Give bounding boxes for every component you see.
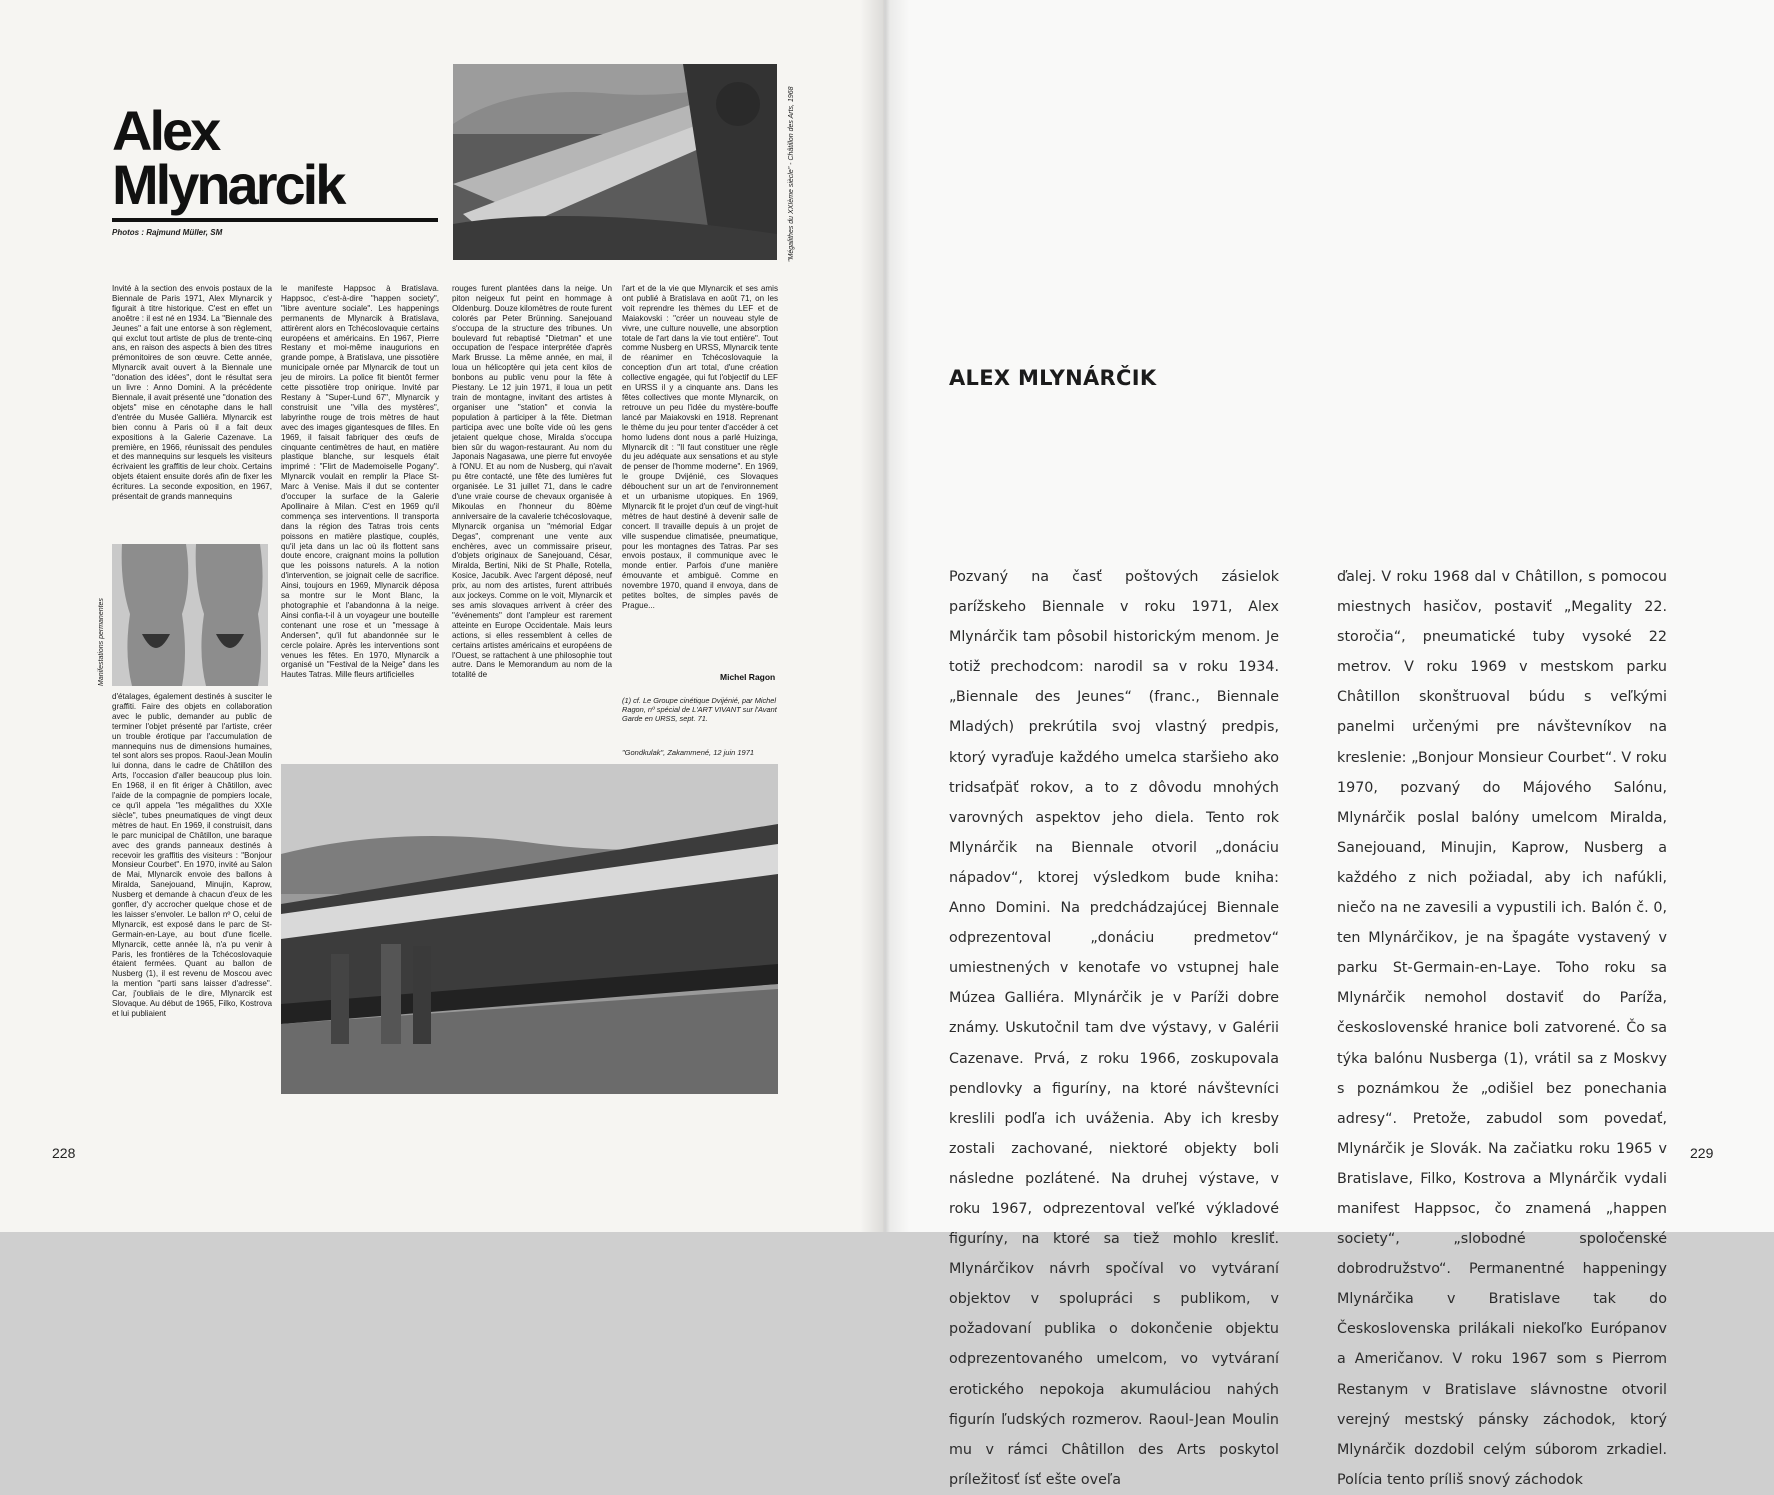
translation-column-1 bbox=[949, 562, 1279, 1495]
translation-column-1-text: Pozvaný na časť poštových zásielok parížskeho Biennale v roku 1971, Alex Mlynárčik tam pôsobil historickým menom. Je totiž prechodcom: narodil sa v roku 1934. „Biennale des Jeunes“ (franc., Biennale Mladých) prekrútila svoj vlastný predpis, ktorý vyraďuje každého umelca staršieho ako tridsaťpäť rokov, a to z dôvodu mnohých varovných aspektov jeho diela. Tento rok Mlynárčik na Biennale otvoril „donáciu nápadov“, ktorej výsledkom bude kniha: Anno Domini. Na predchádzajúcej Biennale odprezentoval „donáciu predmetov“ umiestnených v kenotafe vo vstupnej hale Múzea Galliéra. Mlynárčik je v Paríži dobre známy. Uskutočnil tam dve výstavy, v Galérii Cazenave. Prvá, z roku 1966, zoskupovala pendlovky a figuríny, na ktoré návštevníci kreslili podľa ich uváženia. Aby ich kresby zostali zachované, niektoré objekty boli následne pozlátené. Na druhej výstave, v roku 1967, odprezentoval veľké výkladové figuríny, na ktoré sa tiež mohlo kresliť. Mlynárčikov návrh spočíval vo vytváraní objektov v spolupráci s publikom, v požadovaní publika o dokončenie objektu odprezentovaného umelcom, vo vytváraní erotického nepokoja akumuláciou nahých figurín ľudských rozmerov. Raoul-Jean Moulin mu v rámci Châtillon des Arts poskytol príležitosť ísť ešte oveľa bbox=[949, 569, 1279, 1488]
text-column-3 bbox=[452, 284, 612, 724]
translation-heading: ALEX MLYNÁRČIK bbox=[949, 366, 1157, 390]
left-page-number: 228 bbox=[52, 1145, 76, 1161]
translation-column-2 bbox=[1337, 562, 1667, 1495]
text-column-2 bbox=[281, 284, 439, 696]
photo-credit: Photos : Rajmund Müller, SM bbox=[112, 228, 223, 237]
column-1b-text: d'étalages, également destinés à susciter le graffiti. Faire des objets en collaboration avec le public, demander au public de terminer l'objet présenté par l'artiste, créer un trouble érotique par l'accumulation de mannequins nus de dimensions humaines, tel sont alors ses propos. Raoul-Jean Moulin lui donna, dans le cadre de Châtillon des Arts, l'occasion d'aller beaucoup plus loin. En 1968, il en fit ériger à Châtillon, avec l'aide de la compagnie de pompiers locale, ce qu'il appela "les mégalithes du XXIe siècle", tubes pneumatiques de vingt deux mètres de haut. En 1969, il construisit, dans le parc municipal de Châtillon, une baraque avec des grands panneaux destinés à recevoir les graffitis des visiteurs : "Bonjour Monsieur Courbet". En 1970, invité au Salon de Mai, Mlynarcik envoie des ballons à Miralda, Sanejouand, Minujin, Kaprow, Nusberg et demande à chacun d'eux de les gonfler, d'y accrocher quelque chose et de les laisser s'envoler. Le ballon nº O, celui de Mlynarcik, est exposé dans le parc de St-Germain-en-Laye, au bout d'une ficelle. Mlynarcik, cette année là, n'a pu venir à Paris, les frontières de la Tchécoslovaquie étaient fermées. Quant au ballon de Nusberg (1), il est revenu de Moscou avec la mention "parti sans laisser d'adresse". Car, j'oubliais de le dire, Mlynarcik est Slovaque. Au début de 1965, Filko, Kostrova et lui publiaient bbox=[112, 692, 272, 1018]
footnote: (1) cf. Le Groupe cinétique Dvijénié, par Michel Ragon, nº spécial de L'ART VIVANT sur l'Avant Garde en URSS, sept. 71. bbox=[622, 696, 777, 723]
author-signature: Michel Ragon bbox=[720, 672, 776, 682]
column-4-text: l'art et de la vie que Mlynarcik et ses amis ont publié à Bratislava en août 71, on les voit reprendre les thèmes du LEF et de Maiakovski : "créer un nouveau style de vivre, une culture nouvelle, une absorption totale de l'art dans la vie tout entière". Tout comme Nusberg en URSS, Mlynarcik tente de réanimer en Tchécoslovaquie la conception d'un art total, d'une création collective engagée, qui fut l'objectif du LEF en URSS il y a cinquante ans. Dans les fêtes collectives que monte Mlynarcik, on retrouve un peu l'idée du mystère-bouffe lancé par Maiakovski en 1918. Reprenant le thème du jeu pour tenter d'accéder à cet homo ludens dont nous a parlé Huizinga, Mlynarcik dit : "Il faut constituer une règle du jeu adéquate aux sensations et au style de penser de l'homme moderne". En 1969, le groupe Dvijénié, ces Slovaques débouchent sur un art de l'environnement et un urbanisme utopiques. En 1969, Mlynarcik fit le projet d'un œuf de vingt-huit mètres de haut destiné à devenir salle de concert. Il travaille depuis à un projet de ville suspendue climatisée, pneumatique, pour les montagnes des Tatras. Par ses envois postaux, il communique avec le monde entier. Parfois d'une manière émouvante et ambiguë. Comme en novembre 1970, quand il envoya, dans de petites boîtes, de simples pavés de Prague... bbox=[622, 284, 778, 610]
column-2-text: le manifeste Happsoc à Bratislava. Happsoc, c'est-à-dire "happen society", "libre aventure sociale". Les happenings permanents de Mlynarcik à Bratislava, attirèrent alors en Tchécoslovaquie certains européens et américains. En 1967, Pierre Restany et moi-même inaugurions en grande pompe, à Bratislava, une pissotière municipale ornée par Mlynarcik de tout un jeu de miroirs. La police fit bientôt fermer cette pissotière trop onirique. Invité par Restany à "Super-Lund 67", Mlynarcik y construisit une "villa des mystères", labyrinthe rouge de trois mètres de haut avec des images gigantesques de filles. En 1969, il faisait fabriquer des œufs de cinquante centimètres de haut, en matière plastique blanche, sur lesquels était imprimé : "Flirt de Mademoiselle Pogany". Mlynarcik voulait en remplir la Place St-Marc à Venise. Mais il dut se contenter d'occuper la surface de la Galerie Apollinaire à Milan. C'est en 1969 qu'il commença ses interventions. Il transporta dans la région des Tatras trois cents poissons en matière plastique, couplés, qu'il jeta dans un lac où ils flottent sans doute encore, craignant moins la pollution que les poissons naturels. A la notion d'intervention, se joignait celle de sacrifice. Ainsi, toujours en 1969, Mlynarcik déposa sa montre sur le Mont Blanc, la photographie et l'abandonna à la neige. Ainsi confia-t-il à un voyageur une bouteille contenant une rose et un "message à Andersen", qu'il fut abandonnée sur le cercle polaire. Après les interventions sont venues les fêtes. En 1970, Mlynarcik a organisé un "Festival de la Neige" dans les Hautes Tatras. Mille fleurs artificielles bbox=[281, 284, 439, 680]
top-photo-caption: "Mégalithes du XXIème siècle" - Châtillon des Arts, 1968 bbox=[788, 86, 795, 262]
megaliths-photo bbox=[453, 64, 777, 260]
translation-column-2-text: ďalej. V roku 1968 dal v Châtillon, s pomocou miestnych hasičov, postaviť „Megality 22. storočia“, pneumatické tuby vysoké 22 metrov. V roku 1969 v mestskom parku Châtillon skonštruoval búdu s veľkými panelmi určenými pre návštevníkov na kreslenie: „Bonjour Monsieur Courbet“. V roku 1970, pozvaný do Májového Salónu, Mlynárčik poslal balóny umelcom Miralda, Sanejouand, Minujin, Kaprow, Nusberg a každého z nich požiadal, aby ich nafúkli, niečo na ne zavesili a vypustili ich. Balón č. 0, ten Mlynárčikov, je na špagáte vystavený v parku St-Germain-en-Laye. Toho roku sa Mlynárčik nemohol dostaviť do Paríža, československé hranice boli zatvorené. Čo sa týka balónu Nusberga (1), vrátil sa z Moskvy s poznámkou že „odišiel bez ponechania adresy“. Pretože, zabudol som povedať, Mlynárčik je Slovák. Na začiatku roku 1965 v Bratislave, Filko, Kostrova a Mlynárčik vydali manifest Happsoc, čo znamená „happen society“, „slobodné spoločenské dobrodružstvo“. Permanentné happeningy Mlynárčika v Bratislave tak do Československa prilákali niekoľko Európanov a Američanov. V roku 1967 som s Pierrom Restanym v Bratislave slávnostne otvoril verejný mestský pánsky záchodok, ktorý Mlynárčik dozdobil celým súborom zrkadiel. Polícia tento príliš snový záchodok bbox=[1337, 569, 1667, 1488]
text-column-1b bbox=[112, 692, 272, 1090]
title-line-1: Alex bbox=[112, 99, 219, 162]
right-page-number: 229 bbox=[1690, 1145, 1714, 1161]
mannequins-photo bbox=[112, 544, 268, 686]
title-rule bbox=[112, 218, 438, 222]
column-1-text: Invité à la section des envois postaux de la Biennale de Paris 1971, Alex Mlynarcik y figurait à titre historique. C'est en effet un anoêtre : il est né en 1934. La "Biennale des Jeunes" a fait une entorse à son règlement, qui exclut tout artiste de plus de trente-cinq ans, en raison des aspects à bien des titres prémonitoires de son œuvre. Cette année, Mlynarcik avait ouvert à la Biennale une "donation des idées", dont le résultat sera un livre : Anno Domini. A la précédente Biennale, il avait présenté une "donation des objets" mise en cénotaphe dans le hall d'entrée du Musée Galliéra. Mlynarcik est bien connu à Paris où il a fait deux expositions à la Galerie Cazenave. La première, en 1966, réunissait des pendules et des mannequins sur lesquels les visiteurs écrivaient les graffitis de leur choix. Certains objets étaient ensuite dorés afin de fixer les écritures. La seconde exposition, en 1967, présentait de grands mannequins bbox=[112, 284, 272, 502]
column-3-text: rouges furent plantées dans la neige. Un piton neigeux fut peint en hommage à Oldenburg. Douze kilomètres de route furent colorés par Peter Brünning. Sanejouand s'occupa de la structure des tribunes. Un boulevard fut rebaptisé "Dietman" et une occupation de l'espace interprétée d'après Mark Brusse. La même année, en mai, il loua un hélicoptère qui jeta cent kilos de bonbons au public venu pour la fête à Piestany. Le 12 juin 1971, il loua un petit train de montagne, invitant des artistes à organiser une "station" et convia la population à participer à la fête. Dietman participa avec une boîte vide où les gens jetaient quelque chose, Miralda s'occupa bien sûr du wagon-restaurant. Au nom du Japonais Nagasawa, une pierre fut envoyée à l'ONU. Et au nom de Nusberg, qui n'avait pu être contacté, une fête des lumières fut organisée. Le 31 juillet 71, dans le cadre d'une vraie course de chevaux organisée à Mikoulas en l'honneur du 80ème anniversaire de la cavalerie tchécoslovaque, Mlynarcik organisa un "mémorial Edgar Degas", comprenant une vente aux enchères, avec un commissaire priseur, d'objets originaux de Sanejouand, César, Miralda, Bertini, Niki de St Phalle, Rotella, Kosice, Jacubik. Avec l'argent déposé, neuf prix, au nom des artistes, furent attribués aux jockeys. Comme on le voit, Mlynarcik et ses amis slovaques arrivent à créer des "événements" dont l'ampleur est rarement atteinte en Europe Occidentale. Mais leurs actions, si elles ressemblent à celles de certains artistes américains et européens de l'Ouest, se rattachent à une philosophie tout autre. Dans le Memorandum au nom de la totalité de bbox=[452, 284, 612, 680]
train-photo bbox=[281, 764, 778, 1094]
left-page bbox=[0, 0, 884, 1232]
title-line-2: Mlynarcik bbox=[112, 153, 344, 216]
bottom-photo-caption: "Gondkulak", Zakammené, 12 juin 1971 bbox=[622, 748, 755, 757]
article-title bbox=[112, 99, 344, 216]
text-column-1 bbox=[112, 284, 272, 538]
text-column-4 bbox=[622, 284, 778, 668]
side-photo-caption: Manifestations permanentes bbox=[98, 598, 105, 686]
